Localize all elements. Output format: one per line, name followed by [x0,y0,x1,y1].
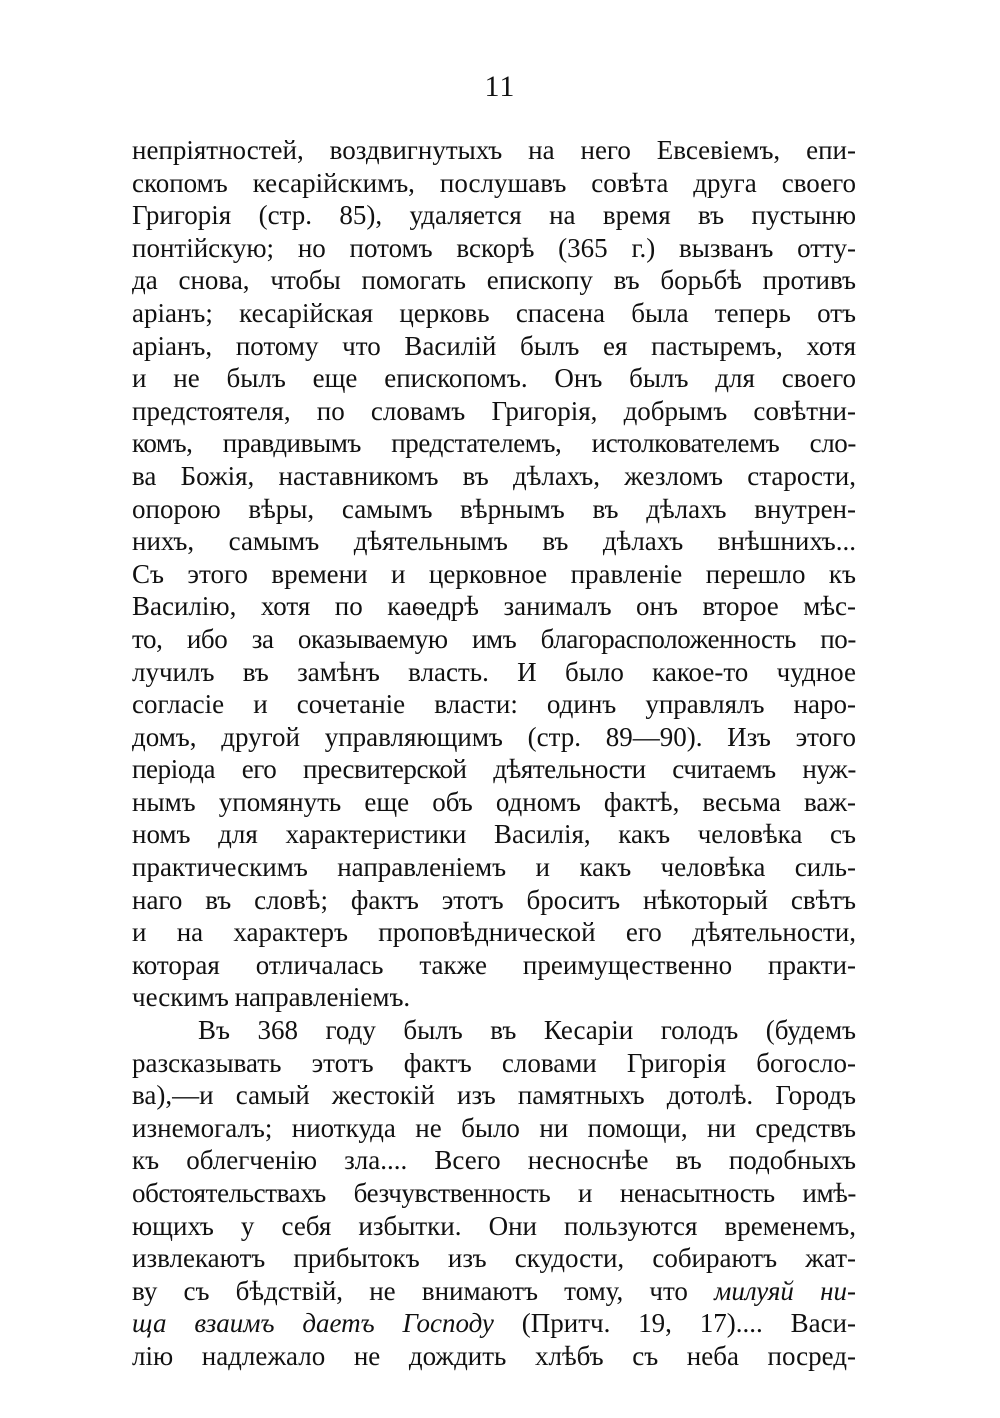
text-line: нихъ, самымъ дѣятельнымъ въ дѣлахъ внѣшнихъ... [132,526,856,557]
text-line: разсказывать этотъ фактъ словами Григорія богосло- [132,1047,856,1078]
text-line: аріанъ, потому что Василій былъ ея пастыремъ, хотя [132,330,856,361]
text-line: комъ, правдивымъ предстателемъ, истолкователемъ сло- [132,428,856,459]
text-line: Григорія (стр. 85), удаляется на время въ пустыню [132,200,856,231]
text-line: практическимъ направленіемъ и какъ человѣка силь- [132,852,856,883]
text-fragment: (Притч. 19, 17).... Васи- [521,1308,857,1339]
text-line: домъ, другой управляющимъ (стр. 89—90). Изъ этого [132,721,856,752]
text-line: ва),—и самый жестокій изъ памятныхъ дотолѣ. Городъ [132,1080,856,1111]
text-line: согласіе и сочетаніе власти: одинъ управлялъ наро- [132,689,856,720]
text-line: наго въ словѣ; фактъ этотъ броситъ нѣкоторый свѣтъ [132,884,856,915]
text-line: ющихъ у себя избытки. Они пользуются временемъ, [132,1210,856,1241]
text-line: къ облегченію зла.... Всего несноснѣе въ подобныхъ [132,1145,856,1176]
text-line: которая отличалась также преимущественно практи- [132,949,856,980]
text-line: аріанъ; кесарійская церковь спасена была теперь отъ [132,297,856,328]
text-line: извлекаютъ прибытокъ изъ скудости, собираютъ жат- [132,1243,856,1274]
text-line: и на характеръ проповѣднической его дѣятельности, [132,917,856,948]
text-line: Василію, хотя по каѳедрѣ занималъ онъ второе мѣс- [132,591,856,622]
text-line: ва Божія, наставникомъ въ дѣлахъ, жезломъ старости, [132,460,856,491]
text-line: то, ибо за оказываемую имъ благорасположенность по- [132,623,856,654]
text-fragment: ву съ бѣдствій, не внимаютъ тому, что [132,1275,688,1306]
text-line: опорою вѣры, самымъ вѣрнымъ въ дѣлахъ внутрен- [132,493,856,524]
text-line: періода его пресвитерской дѣятельности считаемъ нуж- [132,754,856,785]
text-line: понтійскую; но потомъ вскорѣ (365 г.) вызванъ отту- [132,232,856,263]
text-line: лію надлежало не дождить хлѣбъ съ неба посред- [132,1340,856,1371]
text-line: предстоятеля, по словамъ Григорія, добрымъ совѣтни- [132,395,856,426]
paragraph-end-line: ческимъ направленіемъ. [132,982,411,1013]
text-line-with-italic [132,1275,856,1308]
paragraph-start-line: Въ 368 году былъ въ Кесаріи голодъ (будемъ [198,1015,856,1046]
text-line: нымъ упомянуть еще объ одномъ фактѣ, весьма важ- [132,786,856,817]
text-line: и не былъ еще епископомъ. Онъ былъ для своего [132,363,856,394]
text-line-with-italic [132,1307,856,1340]
text-line: Съ этого времени и церковное правленіе перешло къ [132,558,856,589]
text-line: да снова, чтобы помогать епископу въ борьбѣ противъ [132,265,856,296]
text-line: номъ для характеристики Василія, какъ человѣка съ [132,819,856,850]
text-line: изнемогалъ; ниоткуда не было ни помощи, ни средствъ [132,1112,856,1143]
text-line: лучилъ въ замѣнъ власть. И было какое-то чудное [132,656,856,687]
italic-quote: милуяй ни- [714,1275,856,1306]
italic-quote: ща взаимъ даетъ Господу [132,1308,494,1339]
text-line: обстоятельствахъ безчувственность и ненасытность имѣ- [132,1178,856,1208]
text-line: скопомъ кесарійскимъ, послушавъ совѣта друга своего [132,167,856,198]
text-line: непріятностей, воздвигнутыхъ на него Евсевіемъ, епи- [132,135,856,165]
page-number: 11 [484,70,516,103]
body-text [132,134,856,1373]
